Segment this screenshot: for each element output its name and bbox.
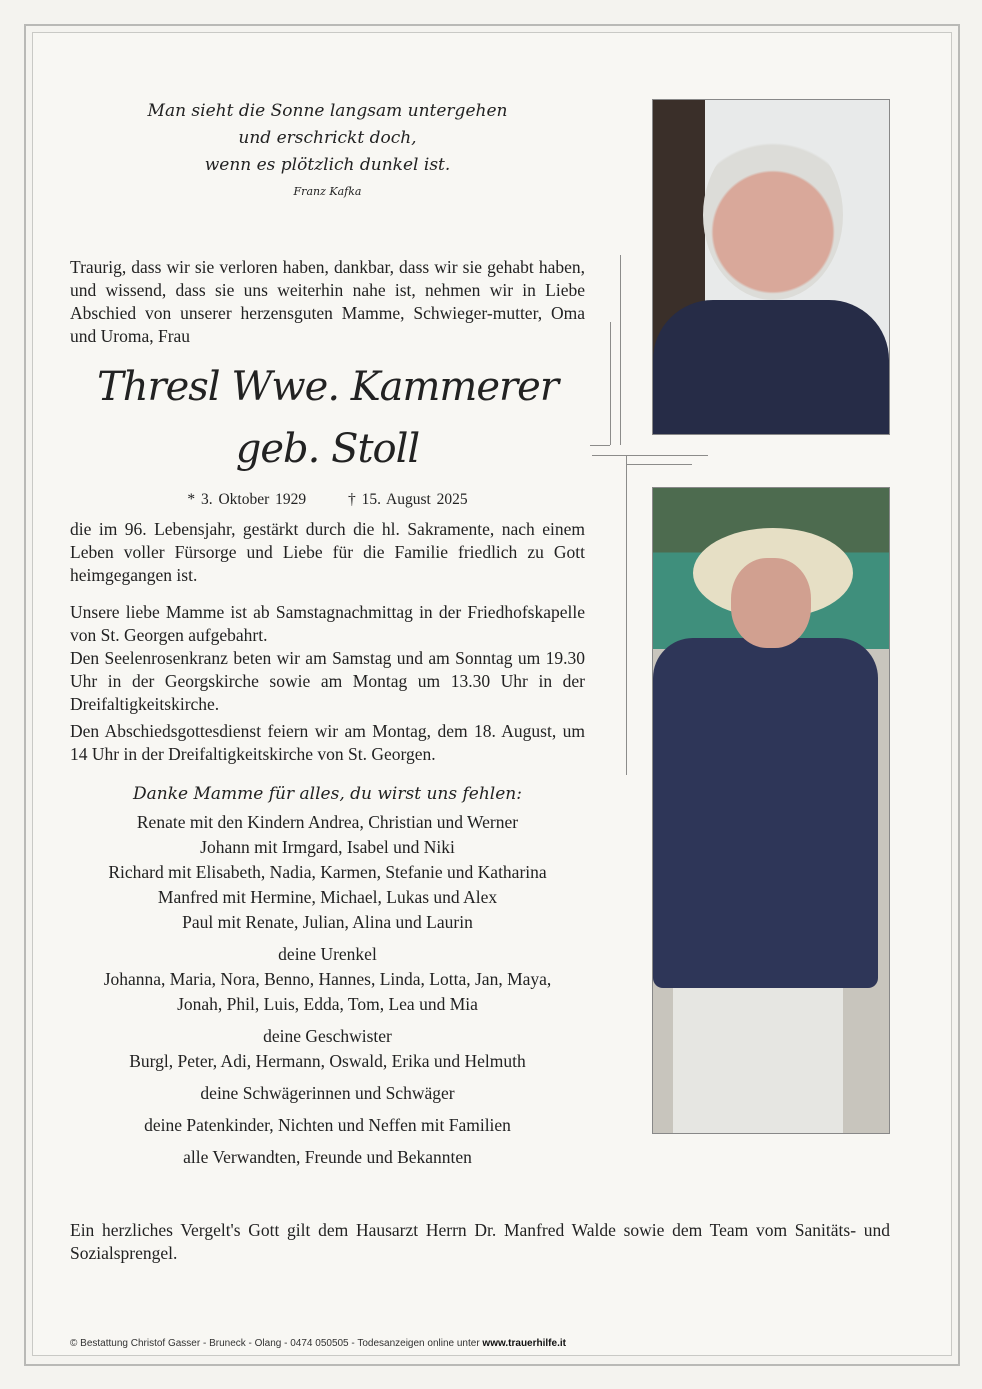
family-list [60, 810, 595, 1170]
family-line: Paul mit Renate, Julian, Alina und Laurin [182, 912, 473, 932]
intro-text: Traurig, dass wir sie verloren haben, dankbar, dass wir sie gehabt haben, und wissend, dass sie uns weiterhin nahe ist, nehmen wir in Liebe Abschied von unserer herzensguten Mamme, Schwieger-mutter, Oma und Uroma, Frau [70, 257, 585, 346]
family-line: alle Verwandten, Freunde und Bekannten [183, 1147, 472, 1167]
footer-link[interactable]: www.trauerhilfe.it [482, 1338, 566, 1349]
deceased-name [70, 356, 585, 480]
quote-line: und erschrickt doch, [238, 128, 417, 148]
paragraph-services [70, 601, 585, 716]
paragraph: die im 96. Lebensjahr, gestärkt durch die hl. Sakramente, nach einem Leben voller Fürsorge und Liebe für die Familie friedlich zu Gott heimgegangen ist. [70, 519, 585, 585]
family-line: deine Schwägerinnen und Schwäger [200, 1083, 455, 1103]
lakeside-photo [652, 487, 890, 1134]
family-line: deine Patenkinder, Nichten und Neffen mit Familien [144, 1115, 511, 1135]
family-line: Johann mit Irmgard, Isabel und Niki [200, 837, 455, 857]
footer [70, 1338, 566, 1349]
family-line: Richard mit Elisabeth, Nadia, Karmen, Stefanie und Katharina [108, 862, 547, 882]
family-label: deine Urenkel [278, 944, 377, 964]
quote-author: Franz Kafka [293, 185, 362, 198]
thanks-line: Danke Mamme für alles, du wirst uns fehlen: [133, 784, 522, 804]
family-line: Renate mit den Kindern Andrea, Christian und Werner [136, 812, 519, 832]
maiden-name: geb. Stoll [235, 426, 420, 472]
birth-date: * 3. Oktober 1929 [187, 491, 307, 508]
family-line: Jonah, Phil, Luis, Edda, Tom, Lea und Mia [177, 994, 478, 1014]
family-line: Johanna, Maria, Nora, Benno, Hannes, Linda, Lotta, Jan, Maya, [103, 969, 552, 989]
family-line: Manfred mit Hermine, Michael, Lukas und Alex [157, 887, 498, 907]
quote-line: wenn es plötzlich dunkel ist. [204, 155, 451, 175]
family-line: Burgl, Peter, Adi, Hermann, Oswald, Erika und Helmuth [129, 1051, 526, 1071]
paragraph: Den Abschiedsgottesdienst feiern wir am Montag, dem 18. August, um 14 Uhr in der Dreifaltigkeitskirche von St. Georgen. [70, 721, 585, 764]
death-date: † 15. August 2025 [347, 491, 468, 508]
paragraph: Den Seelenrosenkranz beten wir am Samstag und am Sonntag um 19.30 Uhr in der Georgskirche sowie am Montag um 13.30 Uhr in der Dreifaltigkeitskirche. [70, 648, 585, 714]
paragraph: Unsere liebe Mamme ist ab Samstagnachmittag in der Friedhofskapelle von St. Georgen aufgebahrt. [70, 602, 585, 645]
text-column [70, 98, 585, 1170]
closing-thanks: Ein herzliches Vergelt's Gott gilt dem Hausarzt Herrn Dr. Manfred Walde sowie dem Team vom Sanitäts- und Sozialsprengel. [70, 1220, 890, 1263]
family-label: deine Geschwister [263, 1026, 392, 1046]
footer-text: © Bestattung Christof Gasser - Bruneck - Olang - 0474 050505 - Todesanzeigen online unter [70, 1338, 483, 1349]
quote-line: Man sieht die Sonne langsam untergehen [147, 101, 508, 121]
name-line: Thresl Wwe. Kammerer [97, 364, 558, 410]
portrait-photo [652, 99, 890, 435]
life-dates [70, 490, 585, 510]
kafka-quote [70, 98, 585, 205]
